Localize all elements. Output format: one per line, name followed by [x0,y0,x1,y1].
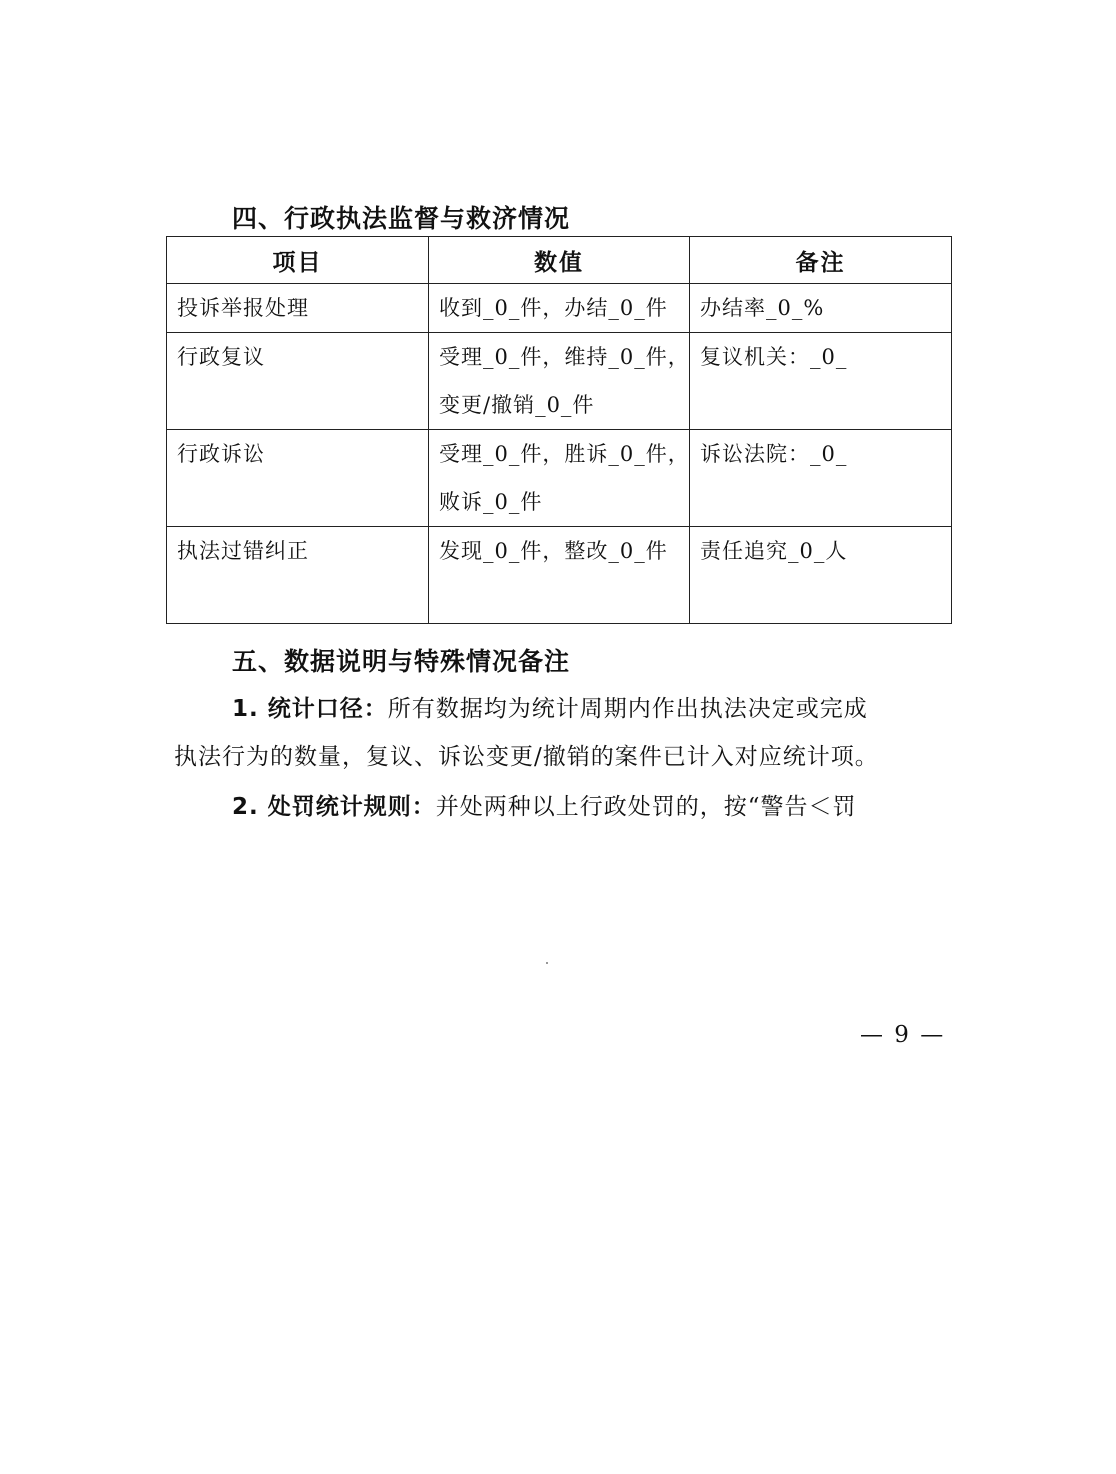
note-2-text: 并处两种以上行政处罚的，按“警告＜罚 [435,794,857,820]
cell-value-line: 收到_0_件，办结_0_件 [439,296,668,320]
supervision-table [166,236,952,624]
table-row [167,430,952,527]
column-header-note: 备注 [690,237,952,284]
cell-item: 执法过错纠正 [167,527,429,624]
section-5-heading: 五、数据说明与特殊情况备注 [232,647,571,676]
page-number: — 9 — [860,1022,946,1048]
table-header-row [167,237,952,284]
cell-value-line: 受理_0_件，维持_0_件， [439,345,690,369]
column-header-value: 数值 [429,237,690,284]
table-row [167,333,952,430]
table-row [167,284,952,333]
note-2-label: 2. 处罚统计规则： [232,794,436,820]
cell-note: 复议机关：_0_ [690,333,952,430]
cell-item: 行政诉讼 [167,430,429,527]
cell-item: 投诉举报处理 [167,284,429,333]
cell-note: 责任追究_0_人 [690,527,952,624]
scan-speck [546,962,548,964]
cell-value [429,284,690,333]
cell-value [429,430,690,527]
cell-item: 行政复议 [167,333,429,430]
cell-value [429,527,690,624]
column-header-item: 项目 [167,237,429,284]
note-2-first-line [232,788,857,821]
cell-value-line: 受理_0_件，胜诉_0_件， [439,442,690,466]
cell-value [429,333,690,430]
note-1-second-line: 执法行为的数量，复议、诉讼变更/撤销的案件已计入对应统计项。 [174,744,879,770]
cell-note: 办结率_0_% [690,284,952,333]
cell-note: 诉讼法院：_0_ [690,430,952,527]
note-1-text: 所有数据均为统计周期内作出执法决定或完成 [387,696,868,722]
table-row [167,527,952,624]
cell-value-line: 败诉_0_件 [439,490,543,514]
cell-value-line: 变更/撤销_0_件 [439,393,595,417]
note-1-label: 1. 统计口径： [232,696,388,722]
section-4-heading: 四、行政执法监督与救济情况 [232,204,571,233]
note-1-first-line [232,690,868,723]
cell-value-line: 发现_0_件，整改_0_件 [439,539,668,563]
